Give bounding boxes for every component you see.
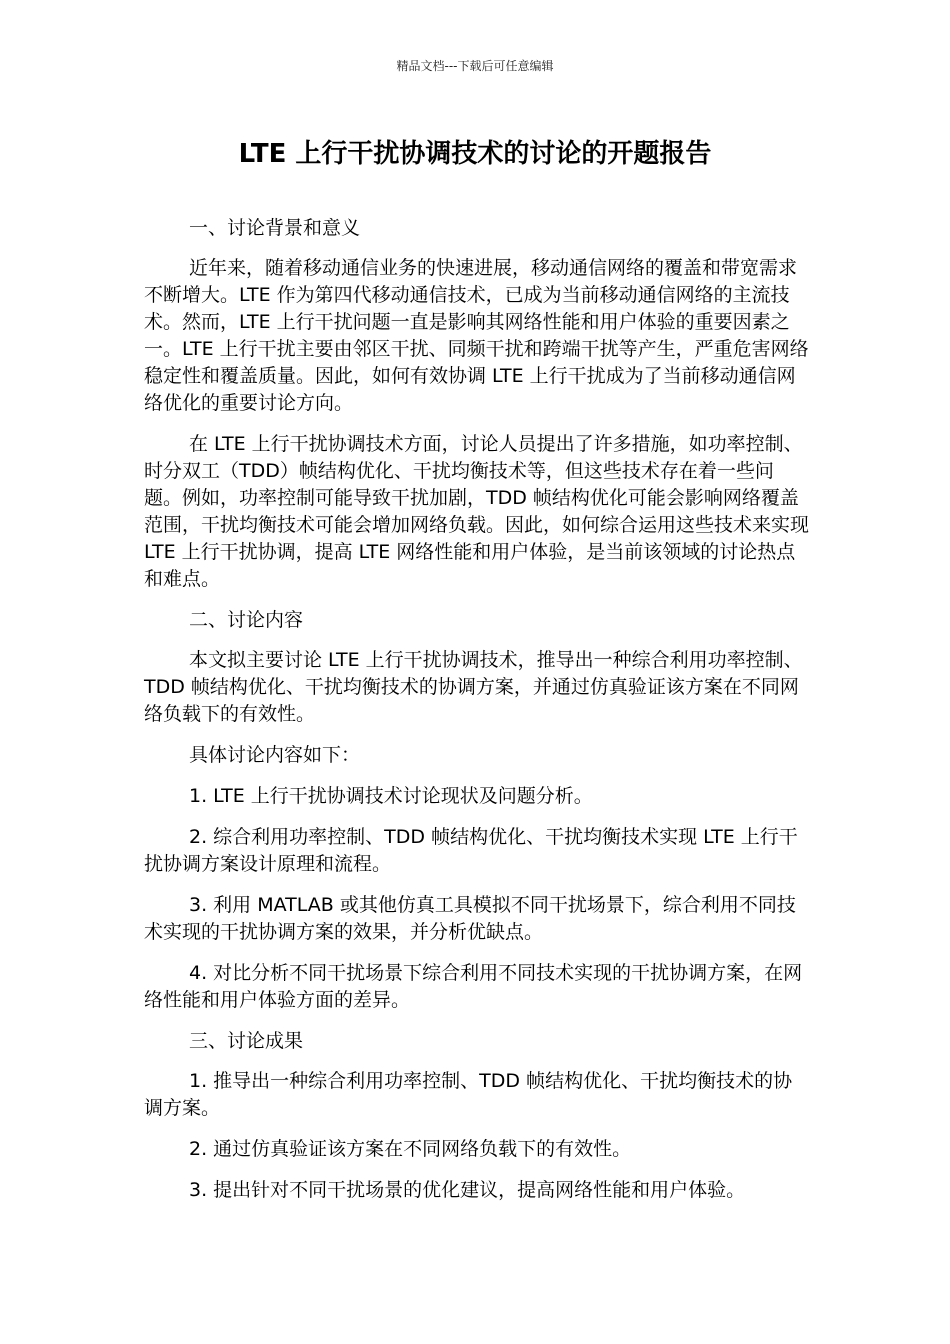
page-header: 精品文档---下载后可任意编辑 — [396, 59, 554, 73]
list-item: 4. 对比分析不同干扰场景下综合利用不同技术实现的干扰协调方案，在网络性能和用户体验方面的差异。 — [144, 962, 803, 1011]
list-item: 3. 利用 MATLAB 或其他仿真工具模拟不同干扰场景下，综合利用不同技术实现的干扰协调方案的效果，并分析优缺点。 — [144, 894, 796, 943]
list-item: 1. 推导出一种综合利用功率控制、TDD 帧结构优化、干扰均衡技术的协调方案。 — [144, 1070, 793, 1119]
section-heading: 二、讨论内容 — [189, 609, 304, 631]
paragraph: 本文拟主要讨论 LTE 上行干扰协调技术，推导出一种综合利用功率控制、TDD 帧结构优化、干扰均衡技术的协调方案，并通过仿真验证该方案在不同网络负载下的有效性。 — [144, 649, 803, 725]
paragraph: 在 LTE 上行干扰协调技术方面，讨论人员提出了许多措施，如功率控制、时分双工（TDD）帧结构优化、干扰均衡技术等，但这些技术存在着一些问题。例如，功率控制可能导致干扰加剧，TDD 帧结构优化可能会影响网络覆盖范围，干扰均衡技术可能会增加网络负载。因此，如何综合运用这些技术来实现 LTE 上行干扰协调，提高 LTE 网络性能和用户体验，是当前该领域的讨论热点和难点。 — [144, 433, 810, 590]
document-body — [144, 215, 810, 1218]
section-heading: 三、讨论成果 — [189, 1030, 304, 1052]
list-item: 1. LTE 上行干扰协调技术讨论现状及问题分析。 — [189, 785, 593, 807]
paragraph: 近年来，随着移动通信业务的快速进展，移动通信网络的覆盖和带宽需求不断增大。LTE 作为第四代移动通信技术，已成为当前移动通信网络的主流技术。然而，LTE 上行干扰问题一直是影响其网络性能和用户体验的重要因素之一。LTE 上行干扰主要由邻区干扰、同频干扰和跨端干扰等产生，严重危害网络稳定性和覆盖质量。因此，如何有效协调 LTE 上行干扰成为了当前移动通信网络优化的重要讨论方向。 — [144, 257, 809, 414]
list-item: 2. 通过仿真验证该方案在不同网络负载下的有效性。 — [189, 1138, 632, 1160]
section-heading: 一、讨论背景和意义 — [189, 217, 361, 239]
list-item: 3. 提出针对不同干扰场景的优化建议，提高网络性能和用户体验。 — [189, 1179, 746, 1201]
document-title: LTE 上行干扰协调技术的讨论的开题报告 — [238, 139, 712, 169]
paragraph: 具体讨论内容如下： — [189, 744, 361, 766]
list-item: 2. 综合利用功率控制、TDD 帧结构优化、干扰均衡技术实现 LTE 上行干扰协调方案设计原理和流程。 — [144, 826, 798, 875]
